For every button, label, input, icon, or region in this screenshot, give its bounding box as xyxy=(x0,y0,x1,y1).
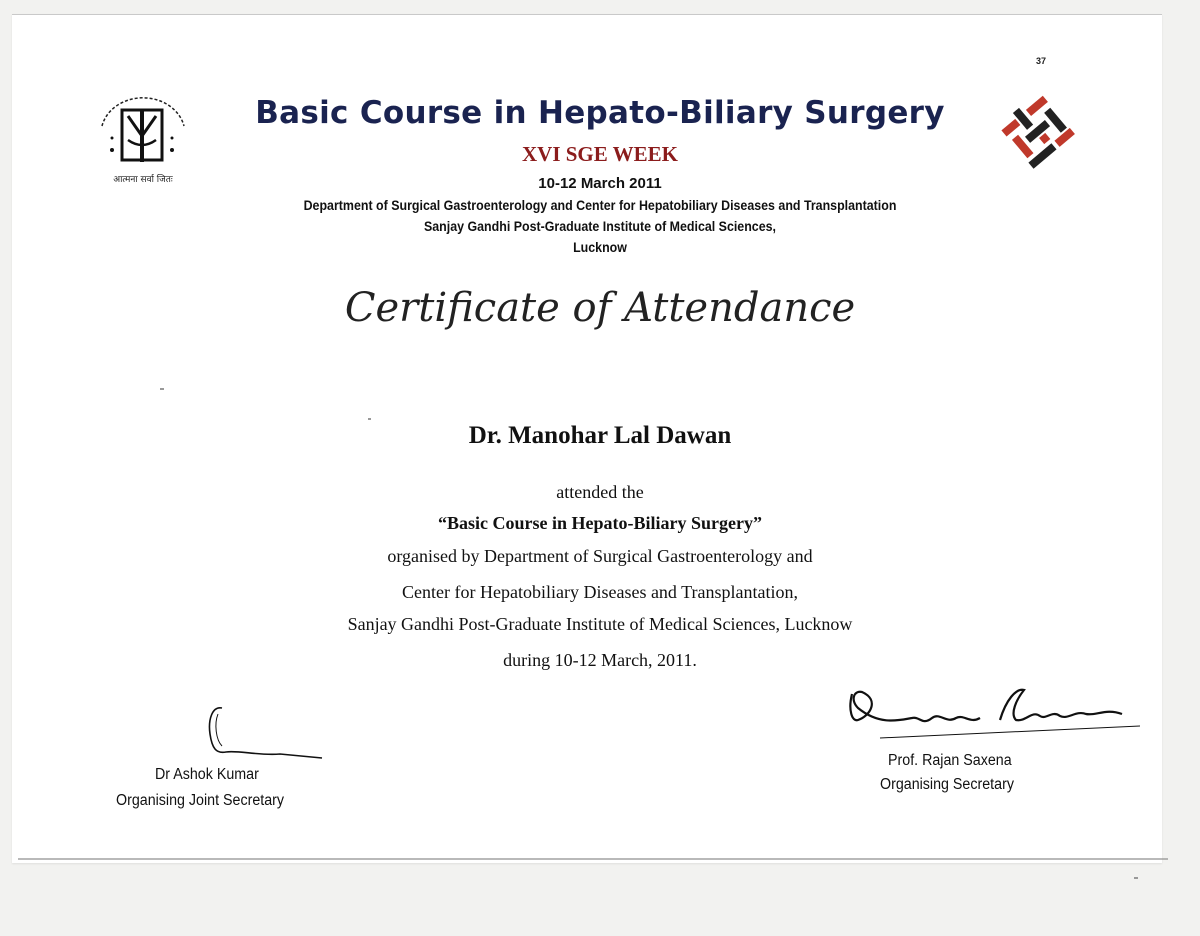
sge-week-emblem-icon xyxy=(992,84,1092,174)
body-course: “Basic Course in Hepato-Biliary Surgery” xyxy=(438,513,762,533)
paper-edge-shadow xyxy=(18,858,1168,860)
body-center: Center for Hepatobiliary Diseases and Transplantation, xyxy=(402,582,798,602)
signatory-right-name: Prof. Rajan Saxena xyxy=(888,752,1012,769)
institute-motto: आत्मना सर्वा जितः xyxy=(113,175,173,185)
header-city: Lucknow xyxy=(573,240,627,255)
header-institute: Sanjay Gandhi Post-Graduate Institute of Medical Sciences, xyxy=(423,219,776,234)
event-dates: 10-12 March 2011 xyxy=(538,175,662,192)
speck xyxy=(1134,877,1138,879)
institute-emblem-icon xyxy=(88,80,198,190)
header-department: Department of Surgical Gastroenterology and Center for Hepatobiliary Diseases and Transplantation xyxy=(303,198,897,213)
speck xyxy=(160,388,164,390)
course-title: Basic Course in Hepato-Biliary Surgery xyxy=(255,95,945,131)
body-organised-by: organised by Department of Surgical Gastroenterology and xyxy=(387,546,813,566)
signature-scribble-left xyxy=(130,700,330,770)
body-dates: during 10-12 March, 2011. xyxy=(503,650,697,670)
signature-scribble-right xyxy=(840,680,1140,750)
recipient-name: Dr. Manohar Lal Dawan xyxy=(468,422,732,449)
event-name: XVI SGE WEEK xyxy=(522,142,678,166)
signatory-right-role: Organising Secretary xyxy=(880,776,1014,793)
page-number: 37 xyxy=(1036,56,1047,66)
signatory-left-name: Dr Ashok Kumar xyxy=(155,766,259,783)
signatory-left-role: Organising Joint Secretary xyxy=(116,792,285,809)
speck xyxy=(368,418,371,420)
certificate-title: Certificate of Attendance xyxy=(344,285,856,331)
body-institute: Sanjay Gandhi Post-Graduate Institute of Medical Sciences, Lucknow xyxy=(347,614,853,634)
body-attended: attended the xyxy=(556,482,644,502)
